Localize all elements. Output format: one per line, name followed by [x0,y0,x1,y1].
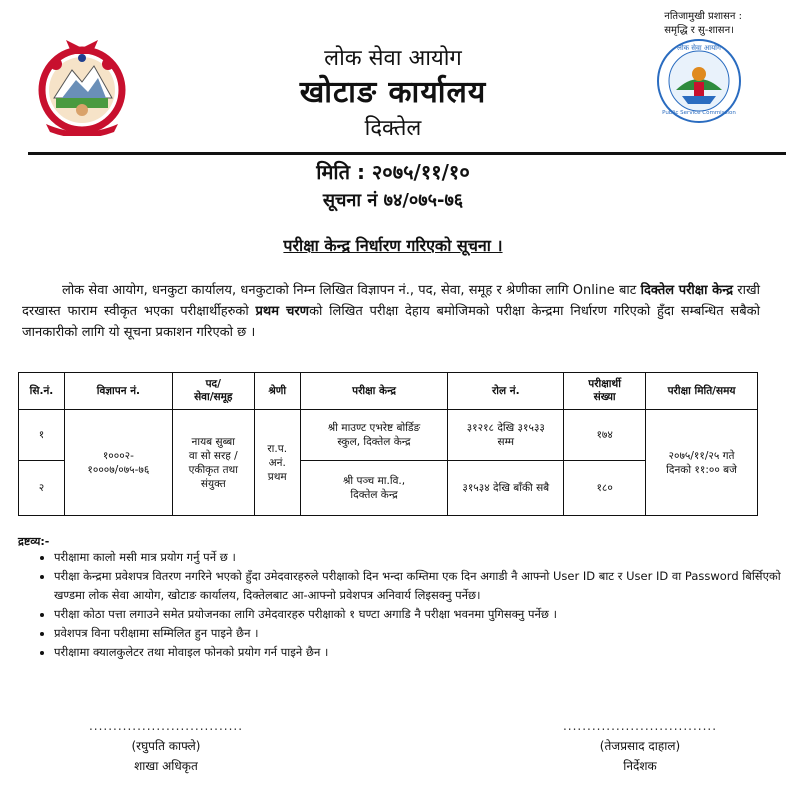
signature-left-name: (रघुपति काफ्ले) [131,739,201,753]
cell-post-3: एकीकृत तथा [188,463,238,476]
list-item: • प्रवेशपत्र विना परीक्षामा सम्मिलित हुन पाइने छैन । [54,624,784,643]
cell-datetime [646,410,758,516]
notice-number: सूचना नं ७४/०७५-७६ [322,190,464,211]
office-name: खोटाङ कार्यालय [299,75,487,110]
motto-line-2: समृद्धि र सु-शासन। [664,25,734,36]
signature-right-name: (तेजप्रसाद दाहाल) [599,739,681,753]
notes-label: द्रष्टव्य:- [18,535,50,548]
cell-center [300,461,448,516]
col-header-count-2: संख्या [593,391,616,403]
table-row [19,410,758,461]
col-header-center: परीक्षा केन्द्र [300,373,448,410]
cell-count: १७४ [564,410,646,461]
cell-roll-2: सम्म [497,436,515,448]
col-header-count [564,373,646,410]
cell-roll-1: ३१२१८ देखि ३१५३३ [466,422,545,434]
notice-date: मिति : २०७५/११/१० [316,160,470,184]
col-header-sn: सि.नं. [19,373,65,410]
intro-part-1: लोक सेवा आयोग, धनकुटा कार्यालय, धनकुटाको निम्न लिखित विज्ञापन नं., पद, सेवा, समूह र श्रेणीका लागि Online बाट [62,283,641,298]
intro-paragraph [22,280,760,343]
cell-level [254,410,300,516]
cell-center [300,410,448,461]
notes-list [30,548,784,662]
col-header-count-1: परीक्षार्थी [588,378,621,390]
cell-center-1: श्री माउण्ट एभरेष्ट बोर्डिङ [327,422,421,434]
cell-center-1: श्री पञ्च मा.वि., [342,475,406,487]
cell-level-1: रा.प. [267,442,288,455]
cell-post-1: नायब सुब्बा [191,435,236,448]
cell-roll [448,410,564,461]
cell-center-2: स्कुल, दिक्तेल केन्द्र [337,436,411,448]
col-header-post-1: पद/ [205,378,221,390]
cell-adv [64,410,172,516]
org-name: लोक सेवा आयोग [324,46,462,71]
col-header-adv: विज्ञापन नं. [64,373,172,410]
cell-datetime-2: दिनको ११:०० बजे [666,463,737,476]
cell-post-4: संयुक्त [200,477,226,490]
office-location: दिक्तेल [364,116,422,141]
cell-post-2: वा सो सरह / [188,449,238,462]
motto-line-1: नतिजामुखी प्रशासन : [664,11,742,22]
exam-center-table [18,372,758,516]
intro-bold-2: प्रथम चरण [255,304,310,319]
col-header-roll: रोल नं. [448,373,564,410]
intro-part-3: को लिखित परीक्षा देहाय बमोजिमको परीक्षा केन्द्रमा निर्धारण गरिएको हुँदा सम्बन्धित सबैको जानकारीको लागि यो सूचना प्रकाशन गरिएको छ । [22,304,760,340]
signature-right-title: निर्देशक [623,759,657,773]
cell-roll-1: ३१५३४ देखि बाँकी सबै [462,482,550,494]
cell-level-3: प्रथम [267,470,287,483]
list-item: • परीक्षामा क्यालकुलेटर तथा मोवाइल फोनको प्रयोग गर्न पाइने छैन । [54,643,784,662]
signature-right [540,716,740,776]
col-header-post-2: सेवा/समूह [194,391,233,403]
signature-right-dots: ................................ [562,719,718,733]
signature-left [66,716,266,776]
col-header-datetime: परीक्षा मिति/समय [646,373,758,410]
intro-part-2: राखी दरखास्त फाराम स्वीकृत भएका परीक्षार्थीहरुको [22,283,760,319]
cell-post [172,410,254,516]
psc-logo-text: लोक सेवा आयोग [677,44,721,52]
cell-datetime-1: २०७५/११/२५ गते [668,449,735,462]
list-item: • परीक्षा कोठा पत्ता लगाउने समेत प्रयोजनका लागि उमेदवारहरु परीक्षाको १ घण्टा अगाडि नै परीक्षा भवनमा पुगिसक्नु पर्नेछ । [54,605,784,624]
cell-sn: १ [19,410,65,461]
cell-count: १८० [564,461,646,516]
header-divider [28,152,786,155]
col-header-post [172,373,254,410]
cell-sn: २ [19,461,65,516]
list-item: • परीक्षामा कालो मसी मात्र प्रयोग गर्नु पर्ने छ । [54,548,784,567]
cell-adv-2: १०००७/०७५-७६ [87,463,150,476]
cell-level-2: अनं. [268,456,286,469]
notice-title: परीक्षा केन्द्र निर्धारण गरिएको सूचना । [283,236,503,255]
psc-logo-sub: Public Service Commission [662,110,736,116]
intro-bold-1: दिक्तेल परीक्षा केन्द्र [640,283,734,298]
signature-left-title: शाखा अधिकृत [134,759,198,773]
list-item: • परीक्षा केन्द्रमा प्रवेशपत्र वितरण नगरिने भएको हुँदा उमेदवारहरुले परीक्षाको दिन भन्दा कम्तिमा एक दिन अगाडी नै आफ्नो User ID बाट र User ID वा Password बिर्सिएको खण्डमा लोक सेवा आयोग, खोटाङ कार्यालय, दिक्तेलबाट आ-आफ्नो प्रवेशपत्र अनिवार्य लिइसक्नु पर्नेछ। [54,567,784,605]
col-header-level: श्रेणी [254,373,300,410]
cell-roll [448,461,564,516]
motto [664,10,742,38]
table-header-row [19,373,758,410]
signature-left-dots: ................................ [88,719,244,733]
cell-center-2: दिक्तेल केन्द्र [350,489,398,501]
cell-adv-1: १०००२- [102,449,134,462]
